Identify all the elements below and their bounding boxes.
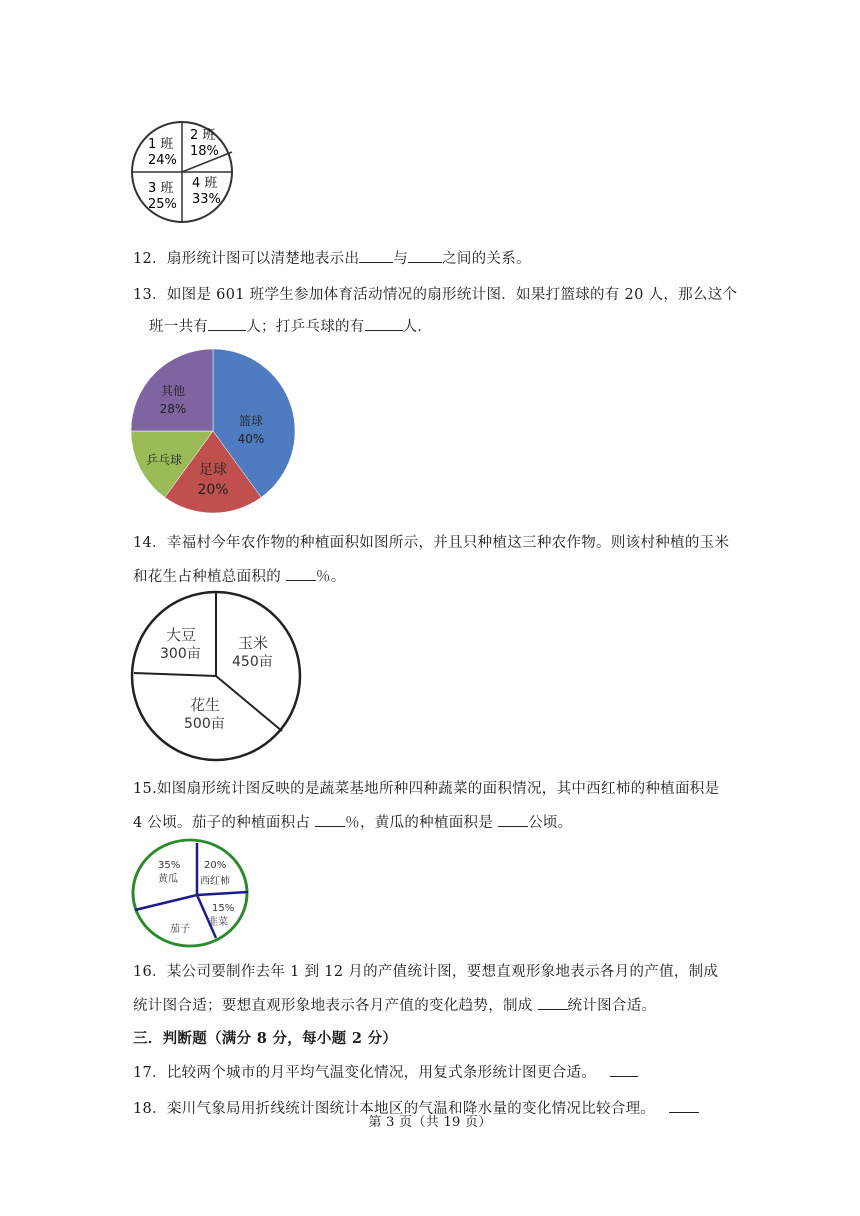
class-pie-chart [130, 115, 240, 230]
question-text: 班一共有 [149, 319, 209, 335]
question-text: 统计图合适。 [567, 998, 657, 1014]
answer-blank[interactable] [365, 316, 403, 331]
question-text: ％，黄瓜的种植面积是 [345, 815, 499, 831]
question-16-line-2 [133, 994, 656, 1015]
question-15-line-1 [133, 777, 719, 798]
question-15-line-2 [133, 811, 572, 832]
class-pie-pct-1: 24% [148, 153, 177, 168]
page-footer: 第 3 页（共 19 页） [368, 1115, 492, 1130]
crops-pie-label-corn: 玉米 [238, 634, 269, 652]
answer-blank[interactable] [610, 1062, 638, 1077]
class-pie-pct-3: 25% [148, 197, 177, 212]
question-13-line-2 [149, 315, 432, 336]
question-14-line-2 [133, 565, 346, 586]
class-pie-label-1: 1 班 [148, 137, 174, 152]
question-number: 15. [133, 781, 157, 797]
class-pie-pct-2: 18% [190, 144, 219, 159]
vegetable-pie-label-tomato: 西红柿 [200, 876, 230, 887]
sports-pie-pct: 28% [159, 402, 187, 416]
question-text: 比较两个城市的月平均气温变化情况，用复式条形统计图更合适。 [166, 1065, 597, 1081]
answer-blank[interactable] [359, 248, 393, 263]
vegetable-pie-label-eggplant: 茄子 [170, 924, 190, 935]
question-number: 13． [133, 287, 167, 303]
vegetable-pie-label-leek: 韭菜 [208, 917, 228, 928]
question-number: 17． [133, 1065, 167, 1081]
class-pie-label-2: 2 班 [190, 128, 216, 143]
crops-pie-label-peanut: 花生 [190, 696, 221, 714]
question-number: 16． [133, 964, 167, 980]
answer-blank[interactable] [315, 812, 345, 827]
question-text: 幸福村今年农作物的种植面积如图所示，并且只种植这三种农作物。则该村种植的玉米 [166, 535, 730, 551]
question-text: 4 公顷。茄子的种植面积占 [133, 815, 316, 831]
question-17 [133, 1061, 638, 1082]
question-14-line-1 [133, 531, 729, 552]
question-text: 如图是 601 班学生参加体育活动情况的扇形统计图．如果打篮球的有 20 人，那么这个 [166, 287, 738, 303]
question-number: 14． [133, 535, 167, 551]
question-text: 之间的关系。 [442, 251, 531, 267]
question-number: 18． [133, 1101, 167, 1117]
question-text: 公顷。 [528, 815, 573, 831]
sports-pie-label: 足球 [199, 462, 227, 478]
question-text: 栾川气象局用折线统计图统计本地区的气温和降水量的变化情况比较合理。 [166, 1101, 656, 1117]
question-number: 12． [133, 251, 167, 267]
sports-pie-pct: 40% [237, 432, 265, 446]
class-pie-label-4: 4 班 [192, 176, 218, 191]
sports-pie-label: 其他 [160, 384, 186, 398]
class-pie-label-3: 3 班 [148, 181, 174, 196]
answer-blank[interactable] [538, 995, 568, 1010]
question-text: 统计图合适；要想直观形象地表示各月产值的变化趋势，制成 [133, 998, 538, 1014]
question-16-line-1 [133, 960, 718, 981]
answer-blank[interactable] [498, 812, 528, 827]
answer-blank[interactable] [286, 566, 316, 581]
sports-pie-pct: 20% [197, 482, 229, 498]
class-pie-pct-4: 33% [192, 192, 221, 207]
answer-blank[interactable] [208, 316, 246, 331]
crops-pie-value-peanut: 500亩 [184, 716, 225, 732]
question-text: ％。 [315, 569, 346, 585]
question-text: 某公司要制作去年 1 到 12 月的产值统计图，要想直观形象地表示各月的产值，制成 [166, 964, 719, 980]
sports-pie-label: 篮球 [238, 414, 264, 428]
crops-pie-value-corn: 450亩 [232, 654, 273, 670]
sports-pie-chart [129, 347, 299, 517]
vegetable-pie-label-cucumber: 黄瓜 [158, 874, 178, 885]
vegetable-pie-chart [130, 840, 252, 950]
question-text: 与 [393, 251, 409, 267]
question-text: 和花生占种植总面积的 [133, 569, 286, 585]
vegetable-pie-pct-leek: 15% [212, 903, 235, 914]
sports-pie-label: 乒乓球 [145, 453, 183, 467]
question-text: 人；打乒乓球的有 [246, 319, 365, 335]
crops-pie-chart [130, 590, 306, 766]
question-text: 扇形统计图可以清楚地表示出 [166, 251, 360, 267]
question-13-line-1 [133, 283, 737, 304]
question-text: 人． [402, 319, 433, 335]
vegetable-pie-pct-cucumber: 35% [158, 860, 181, 871]
question-text: 如图扇形统计图反映的是蔬菜基地所种四种蔬菜的面积情况，其中西红柿的种植面积是 [156, 781, 720, 797]
section-heading: 三．判断题（满分 8 分，每小题 2 分） [133, 1030, 398, 1047]
vegetable-pie-pct-tomato: 20% [204, 860, 227, 871]
crops-pie-value-soybean: 300亩 [160, 646, 201, 662]
answer-blank[interactable] [408, 248, 442, 263]
question-12 [133, 247, 531, 268]
crops-pie-label-soybean: 大豆 [166, 626, 197, 644]
